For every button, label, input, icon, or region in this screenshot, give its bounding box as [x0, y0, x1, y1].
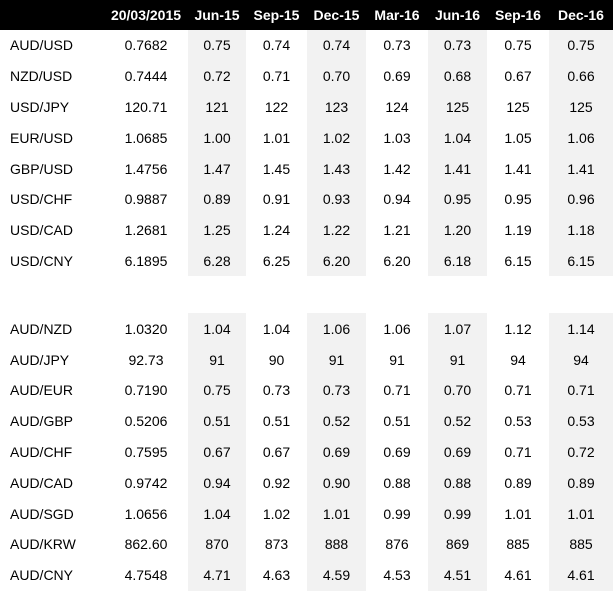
forecast-value: 0.93 — [307, 184, 366, 215]
forecast-value: 0.69 — [428, 437, 487, 468]
forecast-value: 0.53 — [549, 406, 613, 437]
currency-pair: AUD/CHF — [10, 443, 73, 460]
forecast-value: 885 — [506, 536, 530, 553]
forecast-value: 0.90 — [307, 467, 366, 498]
forecast-value: 1.06 — [383, 320, 411, 337]
forecast-value: 1.41 — [549, 153, 613, 184]
currency-pair: USD/CNY — [10, 252, 74, 269]
forecast-value: 1.03 — [383, 129, 411, 146]
currency-pair: AUD/SGD — [10, 505, 74, 522]
forecast-value: 0.74 — [262, 37, 291, 54]
forecast-value: 0.96 — [549, 184, 613, 215]
spot-rate: 0.7190 — [124, 382, 168, 399]
forecast-value: 90 — [268, 351, 285, 368]
forecast-value: 0.52 — [428, 406, 487, 437]
header-cell: Sep-15 — [246, 0, 307, 30]
forecast-value: 0.73 — [428, 30, 487, 61]
spot-rate: 1.0320 — [124, 320, 168, 337]
table-row — [0, 498, 613, 529]
forecast-value: 0.89 — [504, 474, 532, 491]
forecast-value: 0.68 — [428, 61, 487, 92]
forecast-value: 0.72 — [188, 61, 246, 92]
forecast-value: 94 — [510, 351, 526, 368]
forecast-value: 876 — [385, 536, 409, 553]
spot-rate: 1.0685 — [124, 129, 168, 146]
table-row — [0, 560, 613, 591]
forecast-value: 0.75 — [188, 375, 246, 406]
currency-pair: AUD/NZD — [10, 320, 73, 337]
header-cell: Jun-15 — [188, 0, 246, 30]
forecast-value: 4.53 — [383, 567, 411, 584]
forecast-value: 0.75 — [188, 30, 246, 61]
header-row — [0, 0, 613, 30]
forecast-value: 1.22 — [307, 215, 366, 246]
forecast-value: 0.69 — [307, 437, 366, 468]
forecast-value: 0.71 — [262, 68, 291, 85]
spot-rate: 862.60 — [124, 536, 168, 553]
forecast-value: 1.02 — [307, 122, 366, 153]
forecast-value: 6.20 — [307, 246, 366, 277]
forecast-value: 0.99 — [383, 505, 411, 522]
forecast-value: 1.06 — [307, 313, 366, 344]
spot-rate: 120.71 — [124, 98, 168, 115]
spot-rate: 0.5206 — [124, 413, 168, 430]
spot-rate: 0.9742 — [124, 474, 168, 491]
table-row — [0, 153, 613, 184]
forecast-value: 0.53 — [504, 413, 532, 430]
forecast-value: 0.70 — [307, 61, 366, 92]
header-corner — [0, 0, 104, 30]
forecast-value: 0.51 — [262, 413, 291, 430]
forecast-value: 6.20 — [383, 252, 411, 269]
forecast-value: 0.71 — [504, 382, 532, 399]
forecast-value: 6.25 — [262, 252, 291, 269]
forecast-value: 888 — [307, 529, 366, 560]
header-cell: Dec-15 — [307, 0, 366, 30]
table-row — [0, 437, 613, 468]
table-row — [0, 467, 613, 498]
table-row — [0, 313, 613, 344]
forecast-value: 0.89 — [549, 467, 613, 498]
table-row — [0, 30, 613, 61]
table-row — [0, 122, 613, 153]
forecast-value: 870 — [188, 529, 246, 560]
forecast-value: 1.42 — [383, 160, 411, 177]
forecast-value: 1.05 — [504, 129, 532, 146]
forecast-value: 4.61 — [549, 560, 613, 591]
group-spacer — [0, 276, 613, 313]
currency-pair: EUR/USD — [10, 129, 74, 146]
forecast-value: 91 — [389, 351, 405, 368]
forecast-value: 0.73 — [383, 37, 411, 54]
forecast-value: 1.41 — [428, 153, 487, 184]
header-cell: Mar-16 — [366, 0, 428, 30]
currency-pair: AUD/GBP — [10, 413, 74, 430]
forecast-value: 0.99 — [428, 498, 487, 529]
table-header — [0, 0, 613, 30]
spacer-cell — [0, 276, 613, 313]
forecast-value: 1.01 — [307, 498, 366, 529]
spot-rate: 1.0656 — [124, 505, 168, 522]
forecast-value: 1.02 — [262, 505, 291, 522]
table-body — [0, 30, 613, 591]
currency-pair: AUD/CAD — [10, 474, 74, 491]
forecast-value: 1.00 — [188, 122, 246, 153]
forecast-value: 94 — [549, 344, 613, 375]
currency-pair: USD/CAD — [10, 222, 74, 239]
table-row — [0, 529, 613, 560]
forecast-value: 1.14 — [549, 313, 613, 344]
forecast-value: 1.43 — [307, 153, 366, 184]
forecast-value: 1.01 — [549, 498, 613, 529]
forecast-value: 6.15 — [504, 252, 532, 269]
forecast-value: 0.95 — [428, 184, 487, 215]
forecast-value: 1.18 — [549, 215, 613, 246]
forecast-value: 0.75 — [504, 37, 532, 54]
forecast-value: 0.72 — [549, 437, 613, 468]
forecast-value: 1.01 — [262, 129, 291, 146]
forecast-value: 125 — [428, 92, 487, 123]
spot-rate: 0.9887 — [124, 191, 168, 208]
forecast-value: 1.12 — [504, 320, 532, 337]
forecast-value: 0.71 — [549, 375, 613, 406]
forecast-value: 91 — [428, 344, 487, 375]
forecast-value: 873 — [264, 536, 289, 553]
forecast-value: 0.95 — [504, 191, 532, 208]
header-cell: 20/03/2015 — [104, 0, 188, 30]
forecast-value: 1.06 — [549, 122, 613, 153]
forecast-value: 0.88 — [383, 474, 411, 491]
table-row — [0, 215, 613, 246]
forecast-value: 0.71 — [504, 443, 532, 460]
forecast-value: 4.51 — [428, 560, 487, 591]
forecast-value: 124 — [385, 98, 409, 115]
forecast-value: 91 — [188, 344, 246, 375]
forecast-value: 4.71 — [188, 560, 246, 591]
forecast-value: 0.70 — [428, 375, 487, 406]
forecast-value: 1.04 — [428, 122, 487, 153]
table-row — [0, 184, 613, 215]
forecast-value: 4.61 — [504, 567, 532, 584]
forecast-value: 125 — [506, 98, 530, 115]
header-cell: Jun-16 — [428, 0, 487, 30]
forecast-value: 0.69 — [383, 443, 411, 460]
spot-rate: 6.1895 — [124, 252, 168, 269]
forecast-value: 1.45 — [262, 160, 291, 177]
table-row — [0, 344, 613, 375]
forecast-value: 1.25 — [188, 215, 246, 246]
forecast-value: 0.74 — [307, 30, 366, 61]
forecast-value: 0.88 — [428, 467, 487, 498]
forecast-value: 1.20 — [428, 215, 487, 246]
currency-pair: NZD/USD — [10, 68, 73, 85]
currency-pair: AUD/KRW — [10, 536, 76, 553]
forecast-value: 4.63 — [262, 567, 291, 584]
spot-rate: 1.4756 — [124, 160, 168, 177]
table-row — [0, 92, 613, 123]
currency-pair: AUD/JPY — [10, 351, 70, 368]
table-row — [0, 61, 613, 92]
table-row — [0, 406, 613, 437]
forecast-value: 0.75 — [549, 30, 613, 61]
forecast-value: 0.91 — [262, 191, 291, 208]
forecast-value: 1.41 — [504, 160, 532, 177]
forecast-value: 0.51 — [383, 413, 411, 430]
forecast-value: 4.59 — [307, 560, 366, 591]
currency-pair: USD/JPY — [10, 98, 70, 115]
forecast-value: 0.71 — [383, 382, 411, 399]
forecast-value: 1.04 — [188, 498, 246, 529]
table-row — [0, 375, 613, 406]
header-cell: Dec-16 — [549, 0, 613, 30]
forecast-value: 0.94 — [383, 191, 411, 208]
forecast-value: 0.73 — [262, 382, 291, 399]
forecast-value: 1.07 — [428, 313, 487, 344]
forecast-value: 91 — [307, 344, 366, 375]
currency-pair: GBP/USD — [10, 160, 74, 177]
spot-rate: 0.7595 — [124, 443, 168, 460]
forecast-value: 0.69 — [383, 68, 411, 85]
forecast-value: 123 — [307, 92, 366, 123]
forecast-value: 869 — [428, 529, 487, 560]
forecast-value: 0.67 — [262, 443, 291, 460]
forecast-value: 1.21 — [383, 222, 411, 239]
table-row — [0, 246, 613, 277]
forecast-value: 121 — [188, 92, 246, 123]
currency-pair: USD/CHF — [10, 191, 73, 208]
forecast-value: 1.04 — [262, 320, 291, 337]
forecast-value: 1.24 — [262, 222, 291, 239]
forecast-value: 1.19 — [504, 222, 532, 239]
spot-rate: 92.73 — [128, 351, 164, 368]
spot-rate: 4.7548 — [124, 567, 168, 584]
forecast-value: 0.67 — [504, 68, 532, 85]
spot-rate: 1.2681 — [124, 222, 168, 239]
forecast-value: 0.73 — [307, 375, 366, 406]
currency-pair: AUD/USD — [10, 37, 74, 54]
forecast-value: 1.01 — [504, 505, 532, 522]
forecast-value: 0.92 — [262, 474, 291, 491]
forecast-value: 125 — [549, 92, 613, 123]
forecast-value: 0.67 — [188, 437, 246, 468]
forecast-value: 885 — [549, 529, 613, 560]
forecast-value: 0.52 — [307, 406, 366, 437]
forecast-value: 6.28 — [188, 246, 246, 277]
currency-pair: AUD/EUR — [10, 382, 74, 399]
forecast-value: 6.15 — [549, 246, 613, 277]
forecast-value: 0.89 — [188, 184, 246, 215]
spot-rate: 0.7682 — [124, 37, 168, 54]
forecast-value: 1.04 — [188, 313, 246, 344]
currency-pair: AUD/CNY — [10, 567, 74, 584]
header-cell: Sep-16 — [487, 0, 549, 30]
forecast-value: 0.94 — [188, 467, 246, 498]
forecast-value: 0.66 — [549, 61, 613, 92]
spot-rate: 0.7444 — [124, 68, 168, 85]
forecast-value: 122 — [264, 98, 289, 115]
forecast-value: 6.18 — [428, 246, 487, 277]
forecast-value: 0.51 — [188, 406, 246, 437]
forecast-value: 1.47 — [188, 153, 246, 184]
